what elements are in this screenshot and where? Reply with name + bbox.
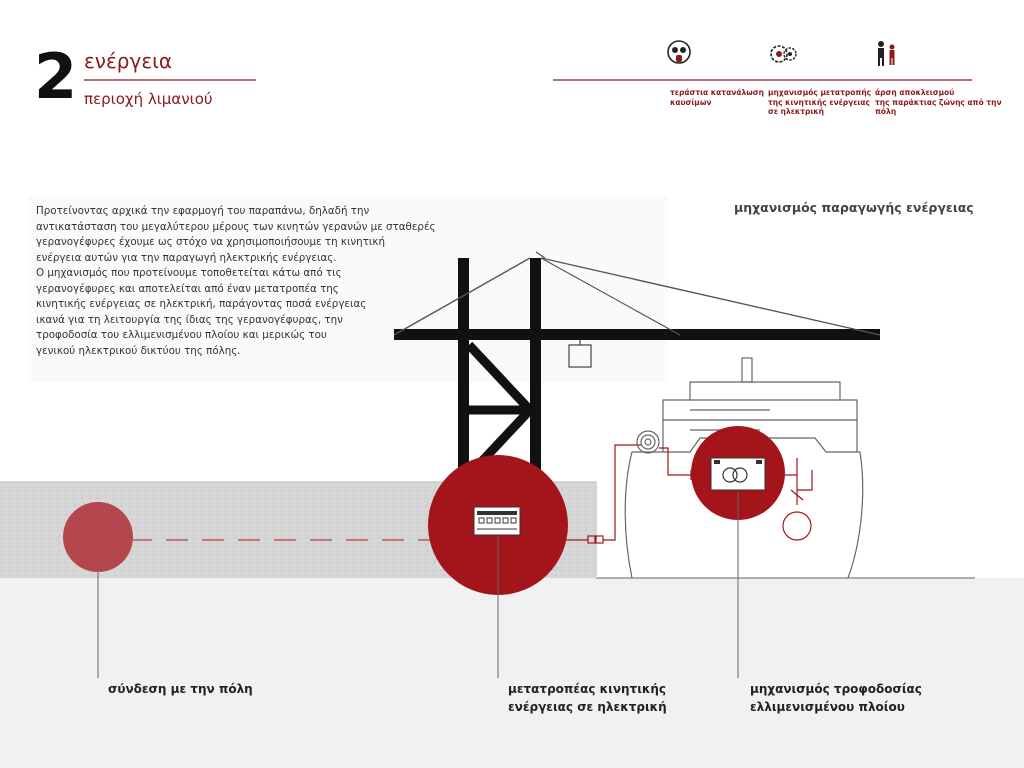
description-paragraph: Προτείνοντας αρχικά την εφαρμογή του παραπάνω, δηλαδή την αντικατάσταση του μεγαλύτερου μέρους των κινητών γερανών με σταθερές γερανογέφυρες έχουμε ως στόχο να χρησιμοποιήσουμε τη κινητική ενέργεια αυτών για την παραγωγή ηλεκτρικής ενέργειας. Ο μηχανισμός που προτείνουμε τοποθετείται κάτω από τις γερανογέφυρες και αποτελείται από έναν μετατροπέα της κινητικής ενέργειας σε ηλεκτρική, παράγοντας ποσά ενέργειας ικανά για τη λειτουργία της ίδιας της γερανογέφυρας, την τροφοδοσία του ελλιμενισμένου πλοίου και μερικώς του γενικού ηλεκτρικού δικτύου της πόλης.	[36, 205, 436, 357]
mechanism-title: μηχανισμός παραγωγής ενέργειας	[734, 200, 974, 215]
gears-icon-label: μηχανισμός μετατροπής της κινητικής ενέργειας σε ηλεκτρική	[768, 88, 872, 116]
city-connection-circle	[63, 502, 133, 572]
section-subtitle: περιοχή λιμανιού	[84, 90, 213, 108]
ship-power-unit-icon	[711, 458, 765, 490]
gas-mask-icon-label: τεράστια κατανάλωση καυσίμων	[670, 88, 764, 107]
gears-icon	[768, 39, 798, 69]
people-icon	[872, 38, 902, 68]
gas-mask-icon	[664, 38, 694, 68]
city-connection-label: σύνδεση με την πόλη	[108, 682, 253, 696]
ground	[0, 578, 1024, 768]
section-title: ενέργεια	[84, 49, 173, 73]
section-number: 2	[34, 40, 78, 113]
converter-device-icon	[474, 507, 520, 535]
converter-label: μετατροπέας κινητικής ενέργειας σε ηλεκτρική	[508, 682, 667, 714]
people-icon-label: άρση αποκλεισμού της παράκτιας ζώνης από την πόλη	[875, 88, 1002, 116]
ship-supply-label: μηχανισμός τροφοδοσίας ελλιμενισμένου πλοίου	[750, 682, 922, 714]
cable-reel	[637, 431, 659, 453]
